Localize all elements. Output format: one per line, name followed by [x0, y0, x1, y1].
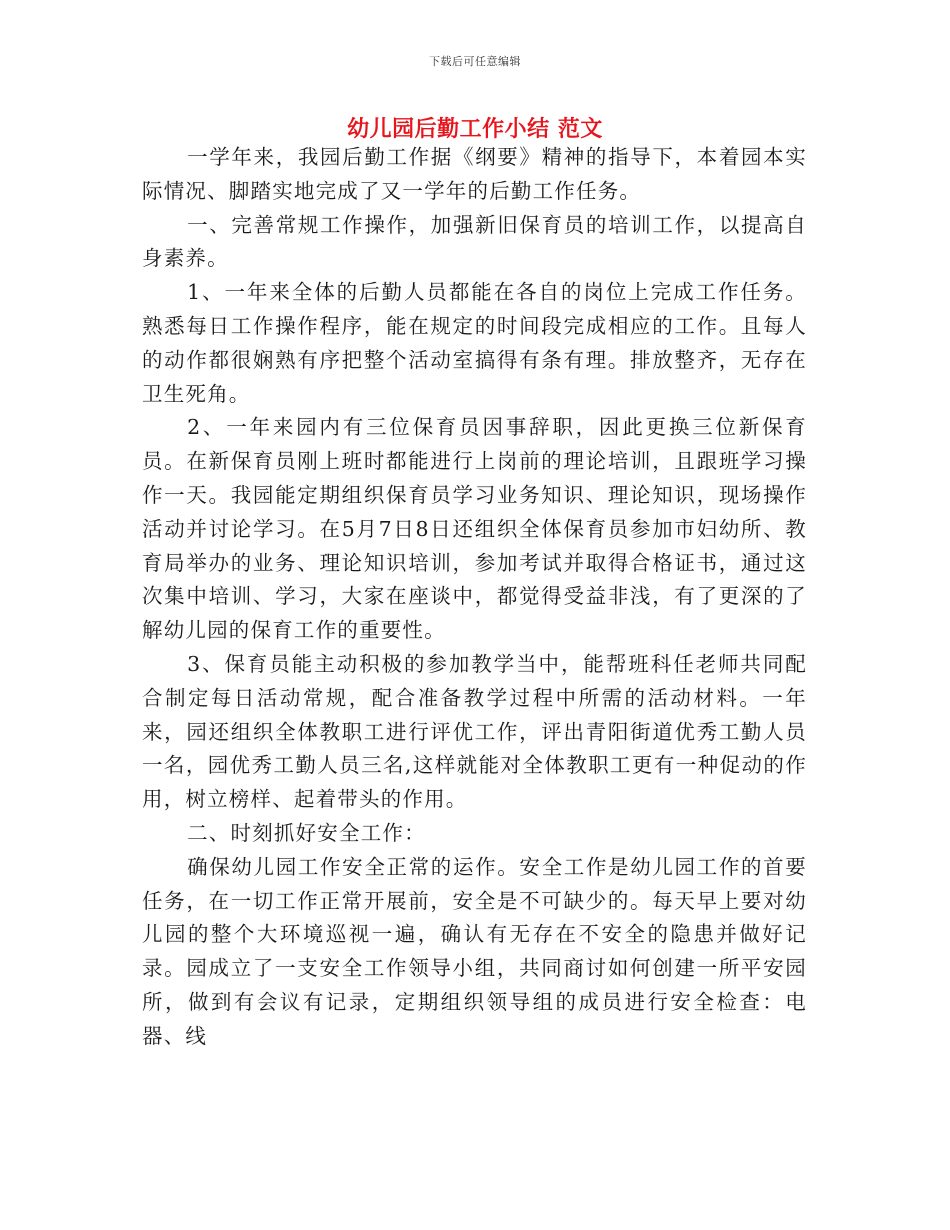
paragraph-section-1-heading: 一、完善常规工作操作，加强新旧保育员的培训工作，以提高自身素养。: [142, 212, 807, 271]
paragraph-intro: 一学年来，我园后勤工作据《纲要》精神的指导下，本着园本实际情况、脚踏实地完成了又一学年的后勤工作任务。: [142, 145, 807, 203]
paragraph-item-3: 3、保育员能主动积极的参加教学当中，能帮班科任老师共同配合制定每日活动常规，配合准备教学过程中所需的活动材料。一年来，园还组织全体教职工进行评优工作，评出青阳街道优秀工勤人员一名，园优秀工勤人员三名,这样就能对全体教职工更有一种促动的作用，树立榜样、起着带头的作用。: [142, 651, 807, 812]
document-body: [142, 141, 807, 1054]
paragraph-safety: 确保幼儿园工作安全正常的运作。安全工作是幼儿园工作的首要任务，在一切工作正常开展前，安全是不可缺少的。每天早上要对幼儿园的整个大环境巡视一遍，确认有无存在不安全的隐患并做好记录。园成立了一支安全工作领导小组，共同商讨如何创建一所平安园所，做到有会议有记录，定期组织领导组的成员进行安全检查：电器、线: [142, 854, 807, 1048]
paragraph-item-2: 2、一年来园内有三位保育员因事辞职，因此更换三位新保育员。在新保育员刚上班时都能进行上岗前的理论培训，且跟班学习操作一天。我园能定期组织保育员学习业务知识、理论知识，现场操作活动并讨论学习。在5月7日8日还组织全体保育员参加市妇幼所、教育局举办的业务、理论知识培训，参加考试并取得合格证书，通过这次集中培训、学习，大家在座谈中，都觉得受益非浅，有了更深的了解幼儿园的保育工作的重要性。: [142, 415, 807, 643]
paragraph-section-2-heading: 二、时刻抓好安全工作：: [187, 820, 426, 845]
paragraph-item-1: 1、一年来全体的后勤人员都能在各自的岗位上完成工作任务。熟悉每日工作操作程序，能在规定的时间段完成相应的工作。且每人的动作都很娴熟有序把整个活动室搞得有条有理。排放整齐，无存在卫生死角。: [142, 280, 807, 406]
page-header-note: 下载后可任意编辑: [429, 55, 521, 68]
document-title: 幼儿园后勤工作小结 范文: [347, 117, 603, 142]
